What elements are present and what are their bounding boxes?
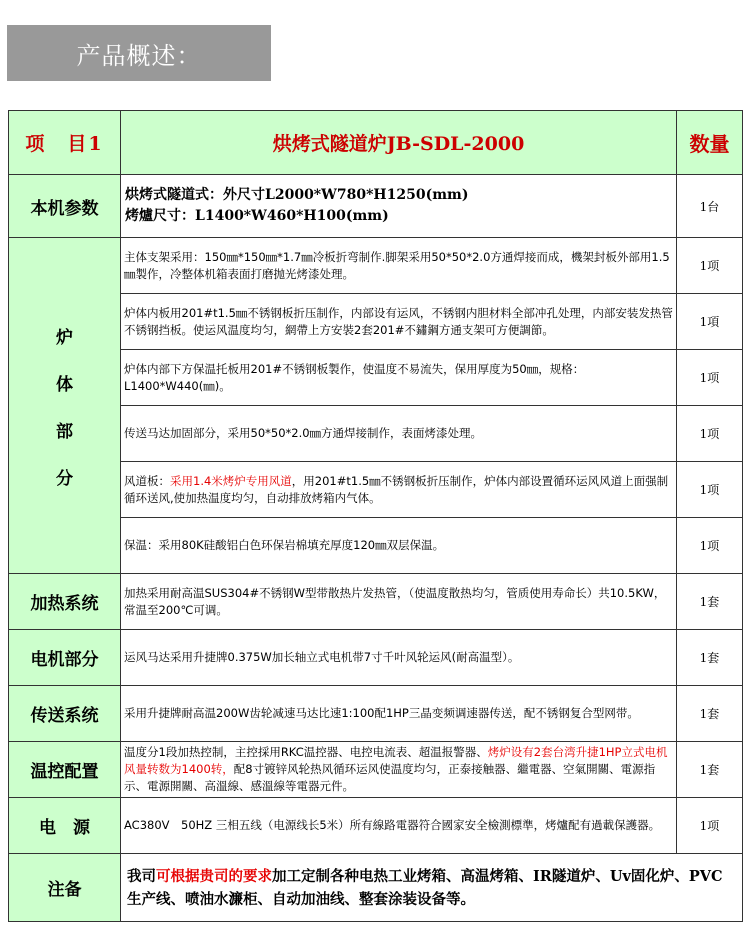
header-item: 项 目1 [9,111,121,175]
motor-row [9,630,743,686]
power-desc: AC380V 50HZ 三相五线（电源线长5米）所有線路電器符合國家安全檢測標準，烤爐配有過載保護器。 [121,798,677,854]
overview-header [7,25,271,81]
temp-highlight: 烤炉设有2套台湾升捷1HP立式电机风量转数为1400转， [124,745,668,776]
furnace-desc-2: 炉体内板用201#t1.5㎜不锈钢板折压制作，内部设有运风，不锈钢内胆材料全部冲孔处理，内部安装发热管不锈钢挡板。使运风温度均匀，網帶上方安裝2套201#不鏽鋼方通支架可方便調節。 [121,294,677,350]
power-row [9,798,743,854]
conveyor-desc: 采用升捷牌耐高温200W齿轮减速马达比速1:100配1HP三晶变频调速器传送，配不锈钢复合型网带。 [121,686,677,742]
air-duct-text: ，用201#t1.5㎜不锈钢板折压制作，炉体内部设置循环运风风道上面强制循环送风,使加热温度均匀，自动排放烤箱内气体。 [124,473,669,505]
heating-qty: 1套 [677,574,743,630]
air-duct-prefix: 风道板： [124,473,170,488]
motor-desc: 运风马达采用升捷牌0.375W加长轴立式电机带7寸千叶风轮运风(耐高温型）。 [121,630,677,686]
furnace-qty-4: 1项 [677,406,743,462]
conveyor-label: 传送系统 [9,686,121,742]
heating-label: 加热系统 [9,574,121,630]
overview-title: 产品概述： [76,41,202,70]
remark-text-b: 加工定制各种电热工业烤箱、高温烤箱、IR隧道炉、Uv固化炉、PVC生产线、喷油水濂柜、自动加油线、整套涂装设备等。 [127,867,723,908]
table-header-row [9,111,743,175]
furnace-desc-1: 主体支架采用：150㎜*150㎜*1.7㎜冷板折弯制作.脚架采用50*50*2.0方通焊接而成，機架封板外部用1.5㎜製作，冷整体机箱表面打磨抛光烤漆处理。 [121,238,677,294]
furnace-label-char: 炉 [56,327,73,348]
remark-highlight: 可根据贵司的要求 [156,867,272,885]
furnace-qty-5: 1项 [677,462,743,518]
air-duct-highlight: 采用1.4米烤炉专用风道 [170,473,292,488]
params-label: 本机参数 [9,175,121,238]
furnace-label-char: 分 [56,468,73,489]
furnace-qty-2: 1項 [677,294,743,350]
furnace-desc-3: 炉体内部下方保温托板用201#不锈钢板製作，使温度不易流失，保用厚度为50㎜，规格：L1400*W440(㎜)。 [121,350,677,406]
heating-row [9,574,743,630]
params-line2: 烤爐尺寸：L1400*W460*H100(mm) [125,208,389,224]
power-qty: 1项 [677,798,743,854]
spec-table [8,110,743,922]
remark-row [9,854,743,922]
remark-label: 注备 [9,854,121,922]
furnace-qty-6: 1项 [677,518,743,574]
remark-text-a: 我司 [127,867,156,885]
header-title: 烘烤式隧道炉JB-SDL-2000 [121,111,677,175]
temp-text-a: 温度分1段加热控制，主控採用RKC温控器、电控电流表、超温报警器、 [124,745,488,759]
motor-qty: 1套 [677,630,743,686]
furnace-label-char: 体 [56,374,73,395]
furnace-desc-5 [121,462,677,518]
params-qty: 1台 [677,175,743,238]
temp-row [9,742,743,798]
furnace-qty-1: 1项 [677,238,743,294]
remark-desc [121,854,743,922]
power-label: 电 源 [9,798,121,854]
temp-desc [121,742,677,798]
furnace-label [9,238,121,574]
furnace-desc-4: 传送马达加固部分，采用50*50*2.0㎜方通焊接制作，表面烤漆处理。 [121,406,677,462]
conveyor-qty: 1套 [677,686,743,742]
furnace-desc-6: 保温：采用80K硅酸铝白色环保岩棉填充厚度120㎜双层保温。 [121,518,677,574]
params-desc [121,175,677,238]
header-qty: 数量 [677,111,743,175]
temp-qty: 1套 [677,742,743,798]
furnace-label-char: 部 [56,421,73,442]
furnace-row-1 [9,238,743,294]
conveyor-row [9,686,743,742]
furnace-qty-3: 1项 [677,350,743,406]
params-row [9,175,743,238]
temp-label: 温控配置 [9,742,121,798]
temp-text-b: 配8寸镀锌风轮热风循环运风使温度均匀，正泰接触器、繼電器、空氣開關、電源指示、電源開關、高溫線、感溫線等電器元件。 [124,762,656,793]
params-line1: 烘烤式隧道式：外尺寸L2000*W780*H1250(mm) [125,187,469,203]
heating-desc: 加热采用耐高温SUS304#不锈钢W型带散热片发热管，（使温度散热均匀，管质使用寿命长）共10.5KW，常温至200℃可调。 [121,574,677,630]
motor-label: 电机部分 [9,630,121,686]
